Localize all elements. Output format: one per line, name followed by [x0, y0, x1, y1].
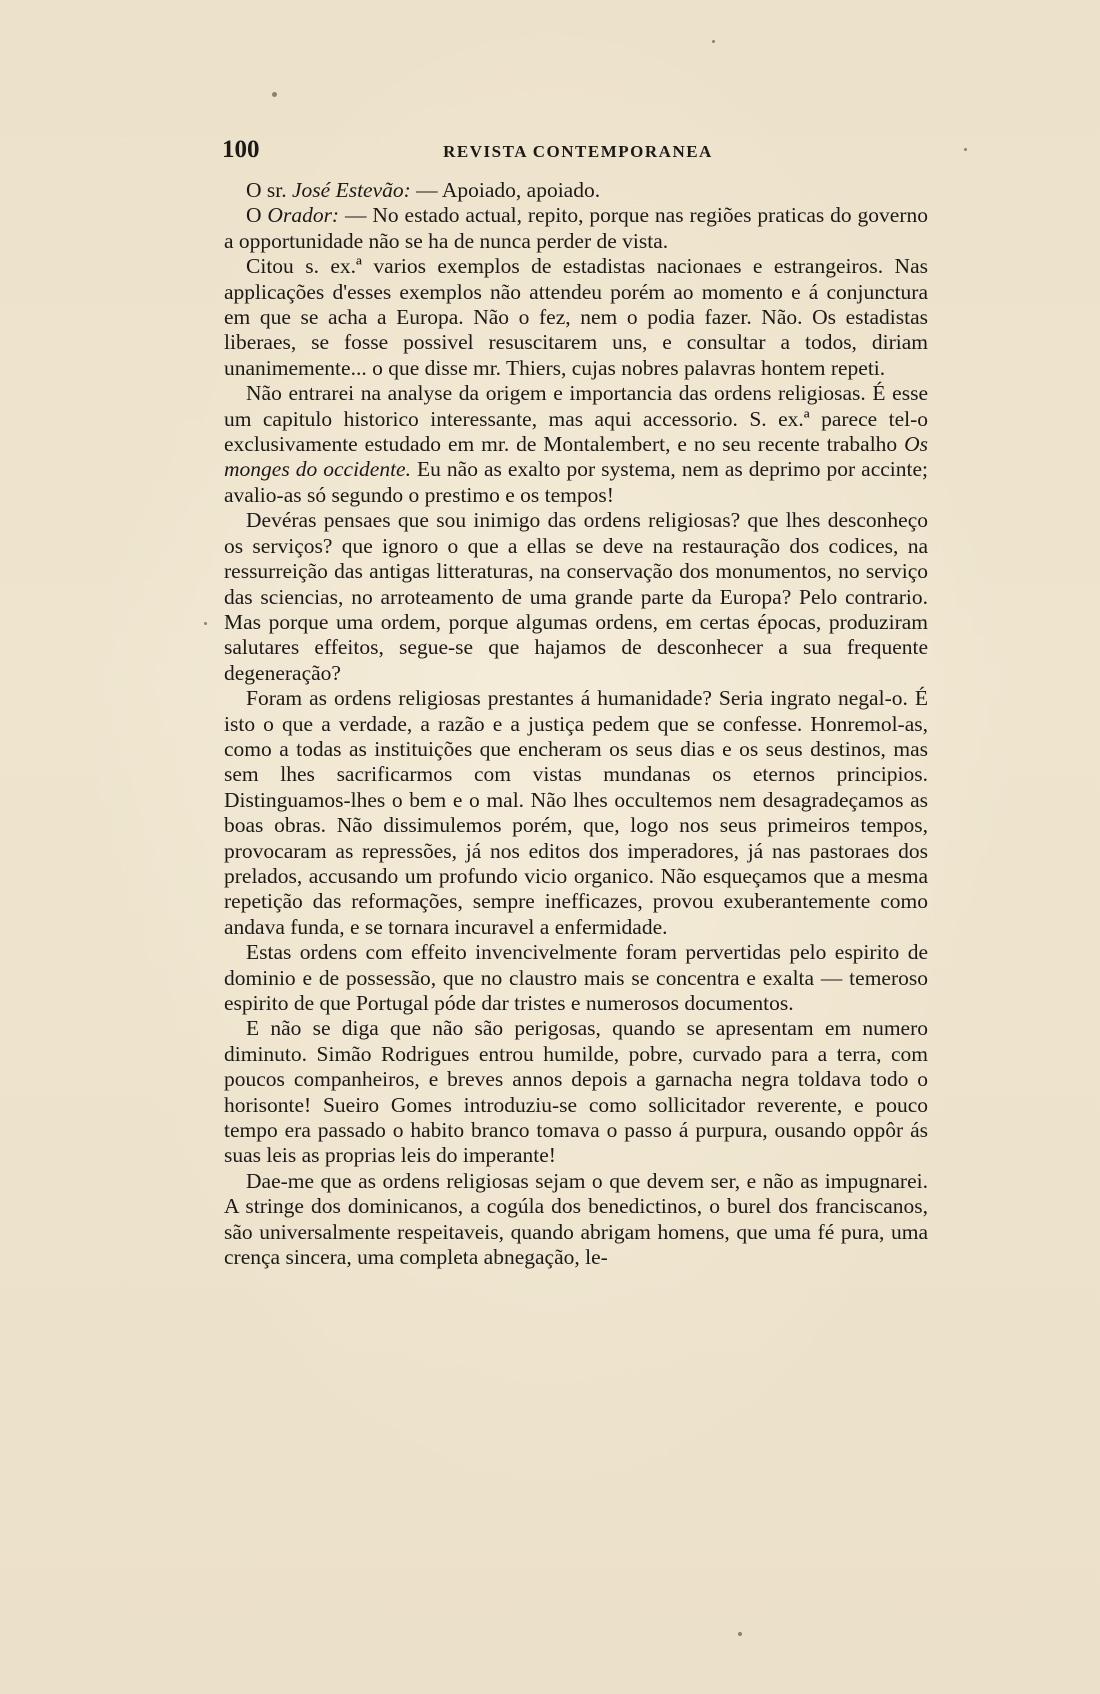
paragraph-text: — No estado actual, repito, porque nas regiões praticas do governo a opportunidade não se ha de nunca perder de vista.	[224, 203, 928, 253]
work-title: Os monges do occidente.	[224, 432, 928, 482]
paragraph-text: Eu não as exalto por systema, nem as deprimo por accinte; avalio-as só segundo o prestimo e os tempos!	[224, 457, 928, 507]
paragraph-3: Citou s. ex.ª varios exemplos de estadistas nacionaes e estrangeiros. Nas applicações d'esses exemplos não attendeu porém ao momento e á conjunctura em que se acha a Europa. Não o fez, nem o podia fazer. Não. Os estadistas liberaes, se fosse possivel resuscitarem uns, e consultar a todos, diriam unanimemente... o que disse mr. Thiers, cujas nobres palavras hontem repeti.	[224, 254, 928, 380]
scan-speck	[272, 92, 277, 97]
body-text	[224, 178, 928, 1270]
paragraph-7: Estas ordens com effeito invencivelmente foram pervertidas pelo espirito de dominio e de possessão, que no claustro mais se concentra e exalta — temeroso espirito de que Portugal póde dar tristes e numerosos documentos.	[224, 940, 928, 1015]
paragraph-4	[224, 381, 928, 508]
speaker-prefix: O	[246, 203, 268, 228]
scan-speck	[712, 40, 715, 43]
page-header	[222, 136, 934, 170]
paragraph-1	[224, 178, 928, 203]
paragraph-2	[224, 203, 928, 254]
paragraph-text: Não entrarei na analyse da origem e importancia das ordens religiosas. É esse um capitulo historico interessante, mas aqui accessorio. S. ex.ª parece tel-o exclusivamente estudado em mr. de Montalembert, e no seu recente trabalho	[224, 381, 928, 457]
paragraph-8: E não se diga que não são perigosas, quando se apresentam em numero diminuto. Simão Rodrigues entrou humilde, pobre, curvado para a terra, com poucos companheiros, e breves annos depois a garnacha negra toldava todo o horisonte! Sueiro Gomes introduziu-se como sollicitador reverente, e pouco tempo era passado o habito branco tomava o passo á purpura, ousando oppôr ás suas leis as proprias leis do imperante!	[224, 1016, 928, 1168]
scan-speck	[204, 622, 207, 625]
scan-speck	[738, 1632, 742, 1636]
paragraph-5: Devéras pensaes que sou inimigo das ordens religiosas? que lhes desconheço os serviços? que ignoro o que a ellas se deve na restauração dos codices, na ressurreição das antigas litteraturas, na conservação dos monumentos, no serviço das sciencias, no arroteamento de uma grande parte da Europa? Pelo contrario. Mas porque uma ordem, porque algumas ordens, em certas épocas, produziram salutares effeitos, segue-se que hajamos de desconhecer a sua frequente degeneração?	[224, 508, 928, 685]
speaker-name: José Estevão:	[292, 178, 411, 202]
speaker-name: Orador:	[267, 203, 340, 228]
speaker-prefix: O sr.	[246, 178, 292, 202]
paragraph-6: Foram as ordens religiosas prestantes á humanidade? Seria ingrato negal-o. É isto o que a verdade, a razão e a justiça pedem que se confesse. Honremol-as, como a todas as instituições que encheram os seus dias e os seus destinos, mas sem lhes sacrificarmos com vistas mundanas os eternos principios. Distinguamos-lhes o bem e o mal. Não lhes occultemos nem desagradeçamos as boas obras. Não dissimulemos porém, que, logo nos seus primeiros tempos, provocaram as repressões, já nos editos dos imperadores, já nas pastoraes dos prelados, accusando um profundo vicio organico. Não esqueçamos que a mesma repetição das reformações, sempre inefficazes, provou exuberantemente como andava funda, e se tornara incuravel a enfermidade.	[224, 686, 928, 939]
paragraph-9: Dae-me que as ordens religiosas sejam o que devem ser, e não as impugnarei. A stringe dos dominicanos, a cogúla dos benedictinos, o burel dos franciscanos, são universalmente respeitaveis, quando abrigam homens, que uma fé pura, uma crença sincera, uma completa abnegação, le-	[224, 1168, 928, 1270]
running-title: REVISTA CONTEMPORANEA	[443, 142, 713, 161]
paragraph-text: — Apoiado, apoiado.	[410, 178, 601, 202]
scan-speck	[964, 148, 967, 151]
page-number: 100	[222, 136, 260, 163]
